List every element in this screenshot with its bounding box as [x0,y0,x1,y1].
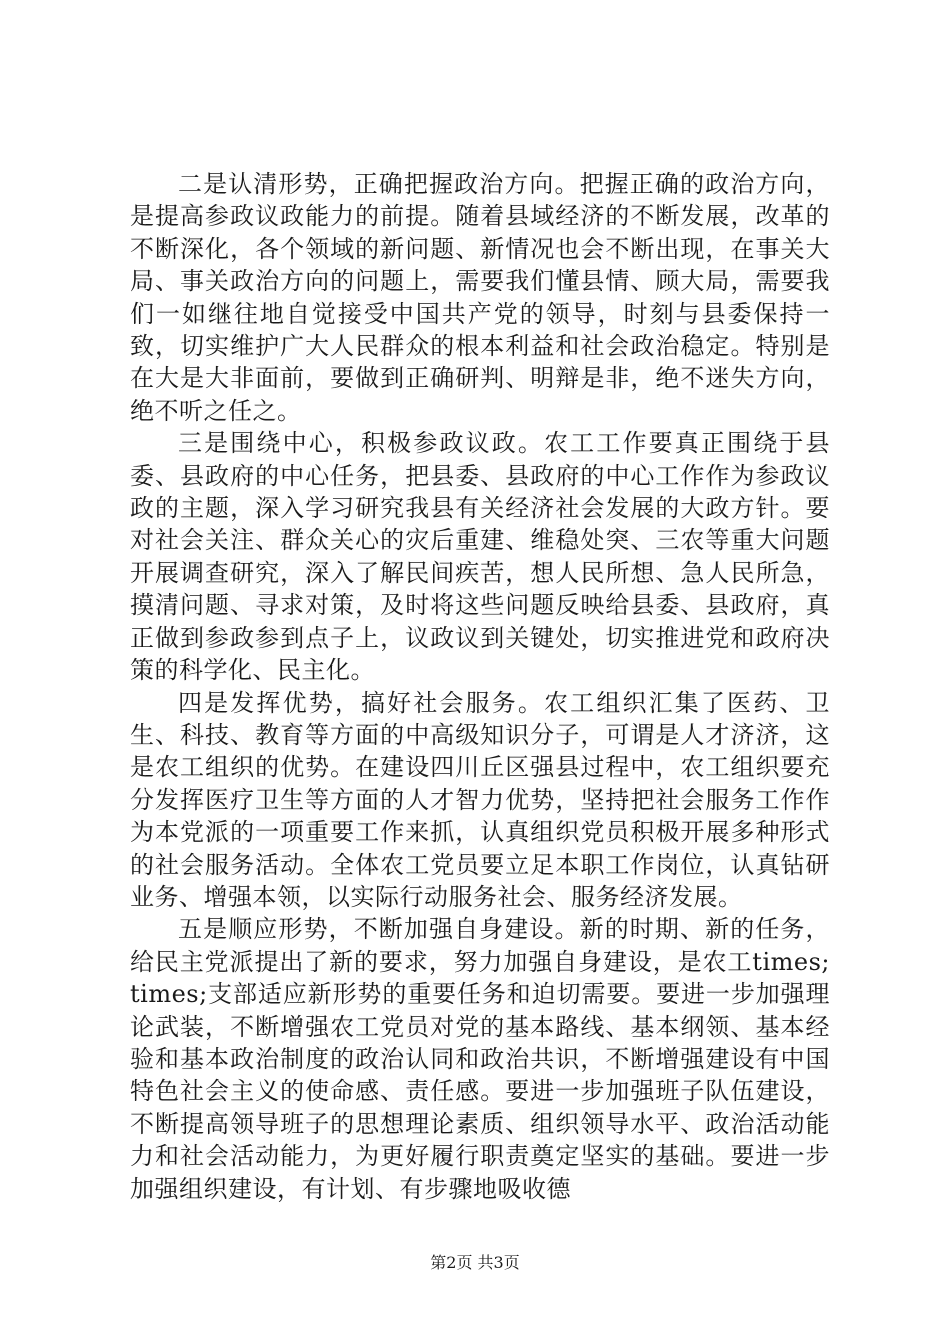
paragraph-3: 三是围绕中心，积极参政议政。农工工作要真正围绕于县委、县政府的中心任务，把县委、县政府的中心工作作为参政议政的主题，深入学习研究我县有关经济社会发展的大政方针。要对社会关注、群众关心的灾后重建、维稳处突、三农等重大问题开展调查研究，深入了解民间疾苦，想人民所想、急人民所急，摸清问题、寻求对策，及时将这些问题反映给县委、县政府，真正做到参政参到点子上，议政议到关键处，切实推进党和政府决策的科学化、民主化。 [130,429,830,685]
page-footer: 第2页 共3页 [430,1253,520,1272]
paragraph-5: 五是顺应形势，不断加强自身建设。新的时期、新的任务，给民主党派提出了新的要求，努力加强自身建设，是农工times;times;支部适应新形势的重要任务和迫切需要。要进一步加强理论武装，不断增强农工党员对党的基本路线、基本纲领、基本经验和基本政治制度的政治认同和政治共识，不断增强建设有中国特色社会主义的使命感、责任感。要进一步加强班子队伍建设，不断提高领导班子的思想理论素质、组织领导水平、政治活动能力和社会活动能力，为更好履行职责奠定坚实的基础。要进一步加强组织建设，有计划、有步骤地吸收德 [130,915,830,1203]
document-body [130,168,830,1205]
paragraph-2: 二是认清形势，正确把握政治方向。把握正确的政治方向，是提高参政议政能力的前提。随着县域经济的不断发展，改革的不断深化，各个领域的新问题、新情况也会不断出现，在事关大局、事关政治方向的问题上，需要我们懂县情、顾大局，需要我们一如继往地自觉接受中国共产党的领导，时刻与县委保持一致，切实维护广大人民群众的根本利益和社会政治稳定。特别是在大是大非面前，要做到正确研判、明辩是非，绝不迷失方向，绝不听之任之。 [130,170,830,425]
paragraph-4: 四是发挥优势，搞好社会服务。农工组织汇集了医药、卫生、科技、教育等方面的中高级知识分子，可谓是人才济济，这是农工组织的优势。在建设四川丘区强县过程中，农工组织要充分发挥医疗卫生等方面的人才智力优势，坚持把社会服务工作作为本党派的一项重要工作来抓，认真组织党员积极开展多种形式的社会服务活动。全体农工党员要立足本职工作岗位，认真钻研业务、增强本领，以实际行动服务社会、服务经济发展。 [130,688,830,911]
